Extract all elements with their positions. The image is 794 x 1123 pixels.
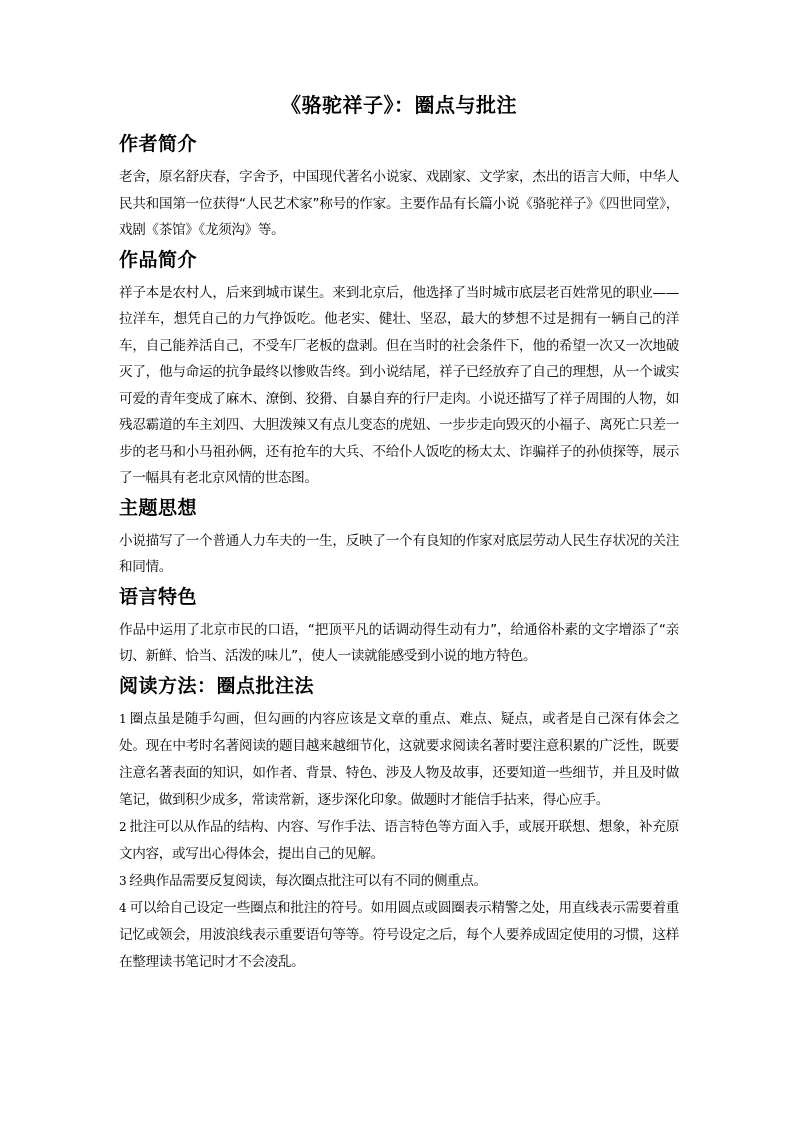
document-title: 《骆驼祥子》：圈点与批注 bbox=[281, 93, 517, 117]
work-intro-paragraph: 祥子本是农村人，后来到城市谋生。来到北京后，他选择了当时城市底层老百姓常见的职业——拉洋车，想凭自己的力气挣饭吃。他老实、健壮、坚忍，最大的梦想不过是拥有一辆自己的洋车，自己能养活自己，不受车厂老板的盘剥。但在当时的社会条件下，他的希望一次又一次地破灭了，他与命运的抗争最终以惨败告终。到小说结尾，祥子已经放弃了自己的理想，从一个诚实可爱的青年变成了麻木、潦倒、狡猾、自暴自弃的行尸走肉。小说还描写了祥子周围的人物，如残忍霸道的车主刘四、大胆泼辣又有点儿变态的虎妞、一步步走向毁灭的小福子、离死亡只差一步的老马和小马祖孙俩，还有抢车的大兵、不给仆人饭吃的杨太太、诈骗祥子的孙侦探等，展示了一幅具有老北京风情的世态图。 bbox=[119, 284, 679, 486]
section-author bbox=[119, 131, 679, 244]
section-reading-method bbox=[119, 673, 679, 976]
language-text-end: ”，给通俗朴素的文字增添了“亲切、新鲜、恰当、活泼的味儿”，使人一读就能感受到小说的地方特色。 bbox=[119, 621, 680, 664]
section-work bbox=[119, 247, 679, 492]
method-item bbox=[119, 706, 679, 814]
method-item-text: 可以给自己设定一些圈点和批注的符号。如用圆点或圆圈表示精警之处，用直线表示需要着重记忆或领会，用波浪线表示重要语句等等。符号设定之后，每个人要养成固定使用的习惯，这样在整理读书笔记时才不会凌乱。 bbox=[119, 899, 679, 970]
method-item bbox=[119, 814, 679, 868]
section-heading-language: 语言特色 bbox=[119, 585, 198, 608]
method-item-number: 2 bbox=[119, 819, 127, 834]
method-item bbox=[119, 895, 679, 976]
section-theme bbox=[119, 495, 679, 581]
language-quote: 把顶平凡的话调动得生动有力 bbox=[314, 621, 491, 638]
section-heading-work: 作品简介 bbox=[119, 248, 198, 271]
method-item-number: 3 bbox=[119, 873, 127, 888]
method-item-text: 批注可以从作品的结构、内容、写作手法、语言特色等方面入手，或展开联想、想象，补充原文内容，或写出心得体会，提出自己的见解。 bbox=[119, 818, 679, 862]
section-heading-theme: 主题思想 bbox=[119, 496, 198, 519]
method-item-number: 1 bbox=[119, 711, 127, 726]
method-item-text: 圈点虽是随手勾画，但勾画的内容应该是文章的重点、难点、疑点，或者是自己深有体会之处。现在中考时名著阅读的题目越来越细节化，这就要求阅读名著时要注意积累的广泛性，既要注意名著表面的知识，如作者、背景、特色、涉及人物及故事，还要知道一些细节，并且及时做笔记，做到积少成多，常读常新，逐步深化印象。做题时才能信手拈来，得心应手。 bbox=[119, 710, 679, 808]
section-heading-method: 阅读方法：圈点批注法 bbox=[119, 674, 315, 697]
language-text-start: 作品中运用了北京市民的口语，“ bbox=[119, 621, 315, 638]
method-item-text: 经典作品需要反复阅读，每次圈点批注可以有不同的侧重点。 bbox=[129, 872, 487, 889]
section-language bbox=[119, 584, 679, 670]
document-page bbox=[119, 92, 679, 976]
section-heading-author: 作者简介 bbox=[119, 133, 198, 155]
method-item bbox=[119, 868, 679, 895]
theme-paragraph: 小说描写了一个普通人力车夫的一生，反映了一个有良知的作家对底层劳动人民生存状况的关注和同情。 bbox=[119, 532, 679, 575]
language-paragraph bbox=[119, 617, 679, 670]
author-intro-paragraph: 老舍，原名舒庆春，字舍予，中国现代著名小说家、戏剧家、文学家，杰出的语言大师，中华人民共和国第一位获得“人民艺术家”称号的作家。主要作品有长篇小说《骆驼祥子》《四世同堂》，戏剧《茶馆》《龙须沟》等。 bbox=[119, 169, 679, 238]
method-item-number: 4 bbox=[119, 900, 127, 915]
